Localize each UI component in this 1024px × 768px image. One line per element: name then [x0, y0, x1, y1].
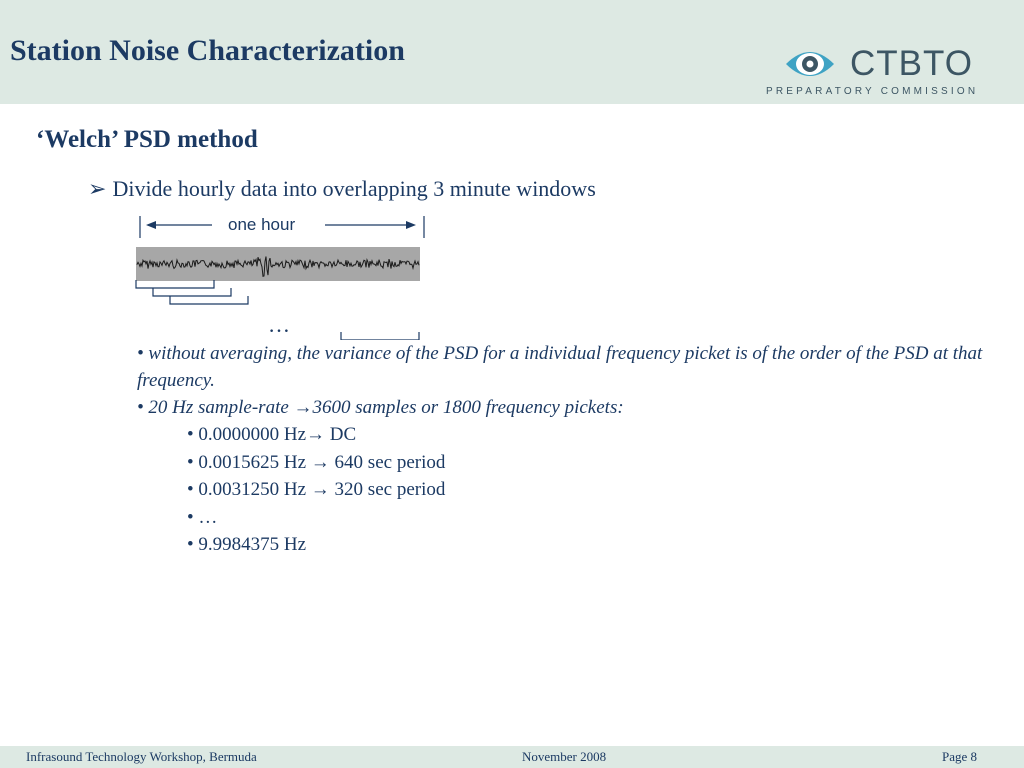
ctbto-logo	[766, 42, 979, 102]
notes-block	[137, 340, 1007, 559]
logo-subtitle: PREPARATORY COMMISSION	[766, 86, 979, 97]
main-bullet	[88, 176, 596, 202]
slide-header	[0, 0, 1024, 104]
eye-logo-icon	[784, 44, 836, 84]
section-title: ‘Welch’ PSD method	[36, 126, 258, 153]
one-hour-label: one hour	[228, 215, 296, 234]
note-variance: • without averaging, the variance of the PSD for a individual frequency picket is of the order of the PSD at that frequency.	[137, 343, 983, 391]
frequency-item: • …	[187, 506, 218, 528]
arrow-bullet-icon: ➢	[88, 176, 107, 201]
footer-page-number: Page 8	[942, 749, 978, 764]
slide-footer	[0, 746, 1024, 768]
slide-title: Station Noise Characterization	[10, 34, 405, 67]
main-bullet-text: Divide hourly data into overlapping 3 minute windows	[112, 176, 596, 201]
logo-name: CTBTO	[850, 44, 973, 83]
frequency-list	[137, 421, 1007, 559]
footer-event: Infrasound Technology Workshop, Bermuda	[26, 749, 257, 764]
frequency-item: • 0.0031250 Hz → 320 sec period	[187, 479, 446, 500]
diagram-ellipsis: …	[268, 312, 290, 337]
frequency-item: • 0.0000000 Hz→ DC	[187, 424, 357, 445]
footer-date: November 2008	[522, 749, 607, 764]
frequency-item: • 0.0015625 Hz → 640 sec period	[187, 451, 446, 473]
frequency-item: • 9.9984375 Hz	[187, 534, 307, 555]
note-sample-rate: • 20 Hz sample-rate →3600 samples or 1800 frequency pickets:	[137, 397, 624, 418]
